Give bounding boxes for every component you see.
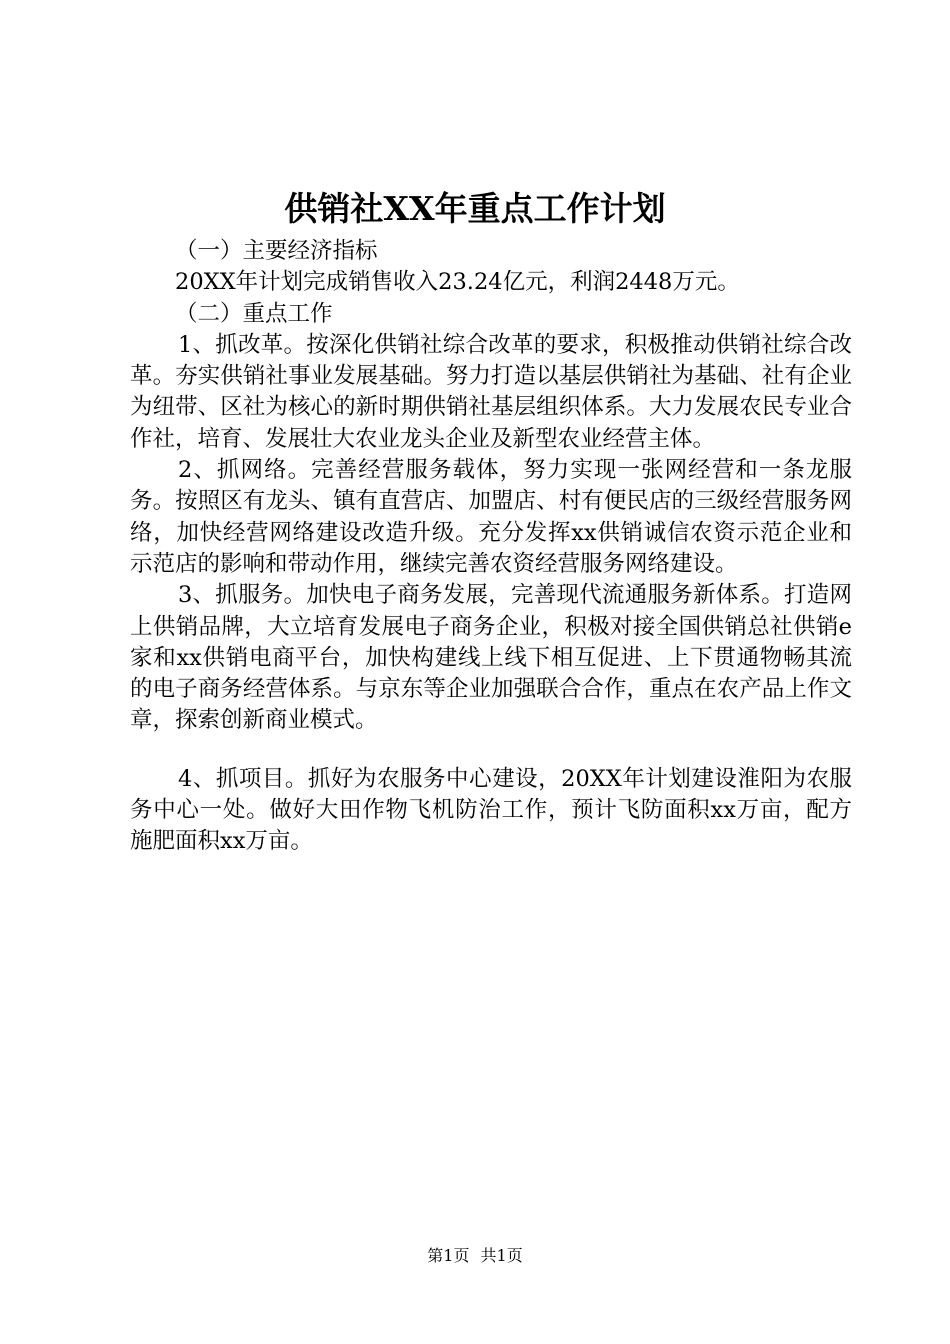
- section-heading-indicators: （一）主要经济指标: [175, 238, 378, 264]
- document-body: [130, 236, 852, 858]
- page-number: 第1页: [427, 1246, 470, 1265]
- document-title: 供销社XX年重点工作计划: [284, 189, 666, 228]
- indicator-paragraph: 20XX年计划完成销售收入23.24亿元，利润2448万元。: [175, 269, 740, 296]
- work-item-network: 2、抓网络。完善经营服务载体，努力实现一张网经营和一条龙服务。按照区有龙头、镇有直营店、加盟店、村有便民店的三级经营服务网络，加快经营网络建设改造升级。充分发挥xx供销诚信农资示范企业和示范店的影响和带动作用，继续完善农资经营服务网络建设。: [130, 457, 852, 577]
- page-total: 共1页: [480, 1246, 523, 1265]
- work-item-project: 4、抓项目。抓好为农服务中心建设，20XX年计划建设淮阳为农服务中心一处。做好大田作物飞机防治工作，预计飞防面积xx万亩，配方施肥面积xx万亩。: [130, 765, 852, 855]
- work-item-reform: 1、抓改革。按深化供销社综合改革的要求，积极推动供销社综合改革。夯实供销社事业发展基础。努力打造以基层供销社为基础、社有企业为纽带、区社为核心的新时期供销社基层组织体系。大力发展农民专业合作社，培育、发展壮大农业龙头企业及新型农业经营主体。: [130, 331, 852, 452]
- section-heading-key-work: （二）重点工作: [175, 300, 333, 327]
- work-item-service: 3、抓服务。加快电子商务发展，完善现代流通服务新体系。打造网上供销品牌，大立培育发展电子商务企业，积极对接全国供销总社供销e家和xx供销电商平台，加快构建线上线下相互促进、上下贯通物畅其流的电子商务经营体系。与京东等企业加强联合合作，重点在农产品上作文章，探索创新商业模式。: [130, 582, 852, 734]
- page-footer: [0, 1244, 950, 1268]
